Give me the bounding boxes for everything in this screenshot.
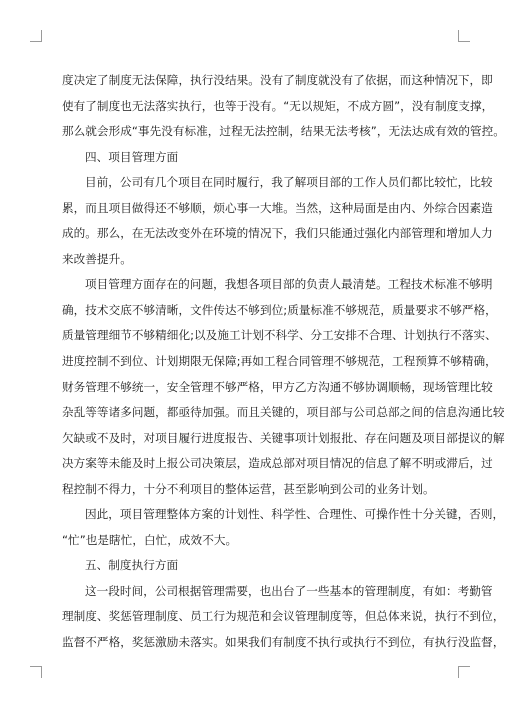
text-line: 程控制不得力，十分不利项目的整体运营，甚至影响到公司的业务计划。	[62, 481, 435, 496]
text-line: 度决定了制度无法保障，执行没结果。没有了制度就没有了依据，而这种情况下，即	[62, 73, 493, 87]
text-line: 欠缺或不及时，对项目履行进度报告、关键事项计划报批、存在问题及项目部提议的解	[62, 430, 505, 445]
corner-mark-top-left-v	[41, 30, 42, 42]
corner-mark-bottom-left-v	[41, 666, 42, 678]
section-heading: 五、制度执行方面	[85, 558, 179, 573]
text-line: 确，技术交底不够清晰，文件传达不够到位;质量标准不够规范，质量要求不够严格，	[62, 302, 497, 317]
corner-mark-top-right-v	[458, 30, 459, 42]
section-heading: 四、项目管理方面	[85, 149, 179, 164]
text-line: 决方案等未能及时上报公司决策层，造成总部对项目情况的信息了解不明或滞后，过	[62, 456, 493, 471]
text-line: 那么就会形成“事先没有标准，过程无法控制，结果无法考核”，无法达成有效的管控。	[62, 124, 505, 139]
text-line: 成的。那么，在无法改变外在环境的情况下，我们只能通过强化内部管理和增加人力	[62, 226, 493, 241]
corner-mark-bottom-right-h	[458, 666, 470, 667]
text-line: 因此，项目管理整体方案的计划性、科学性、合理性、可操作性十分关键，否则，	[85, 507, 505, 522]
corner-mark-top-right-h	[458, 41, 470, 42]
text-line: 目前，公司有几个项目在同时履行，我了解项目部的工作人员们都比较忙，比较	[85, 175, 493, 190]
text-line: 质量管理细节不够精细化;以及施工计划不科学、分工安排不合理、计划执行不落实、	[62, 328, 497, 343]
text-line: 杂乱等等诸多问题，都亟待加强。而且关键的，项目部与公司总部之间的信息沟通比较	[62, 405, 505, 420]
text-line: 监督不严格，奖惩激励未落实。如果我们有制度不执行或执行不到位，有执行没监督，	[62, 635, 505, 650]
text-line: 累，而且项目做得还不够顺，烦心事一大堆。当然，这种局面是由内、外综合因素造	[62, 200, 493, 215]
text-line: 来改善提升。	[62, 251, 132, 266]
text-line: 进度控制不到位、计划期限无保障;再如工程合同管理不够规范，工程预算不够精确，	[62, 354, 497, 369]
document-body	[62, 68, 505, 656]
text-line: 理制度、奖惩管理制度、员工行为规范和会议管理制度等，但总体来说，执行不到位，	[62, 609, 505, 624]
text-line: “忙”也是瞎忙，白忙，成效不大。	[62, 532, 238, 547]
text-line: 项目管理方面存在的问题，我想各项目部的负责人最清楚。工程技术标准不够明	[85, 277, 493, 292]
corner-mark-bottom-right-v	[458, 666, 459, 678]
text-line: 财务管理不够统一，安全管理不够严格，甲方乙方沟通不够协调顺畅，现场管理比较	[62, 379, 493, 394]
text-line: 这一段时间，公司根据管理需要，也出台了一些基本的管理制度，有如：考勤管	[85, 583, 493, 598]
text-line: 使有了制度也无法落实执行，也等于没有。“无以规矩，不成方圆”，没有制度支撑，	[62, 98, 494, 113]
